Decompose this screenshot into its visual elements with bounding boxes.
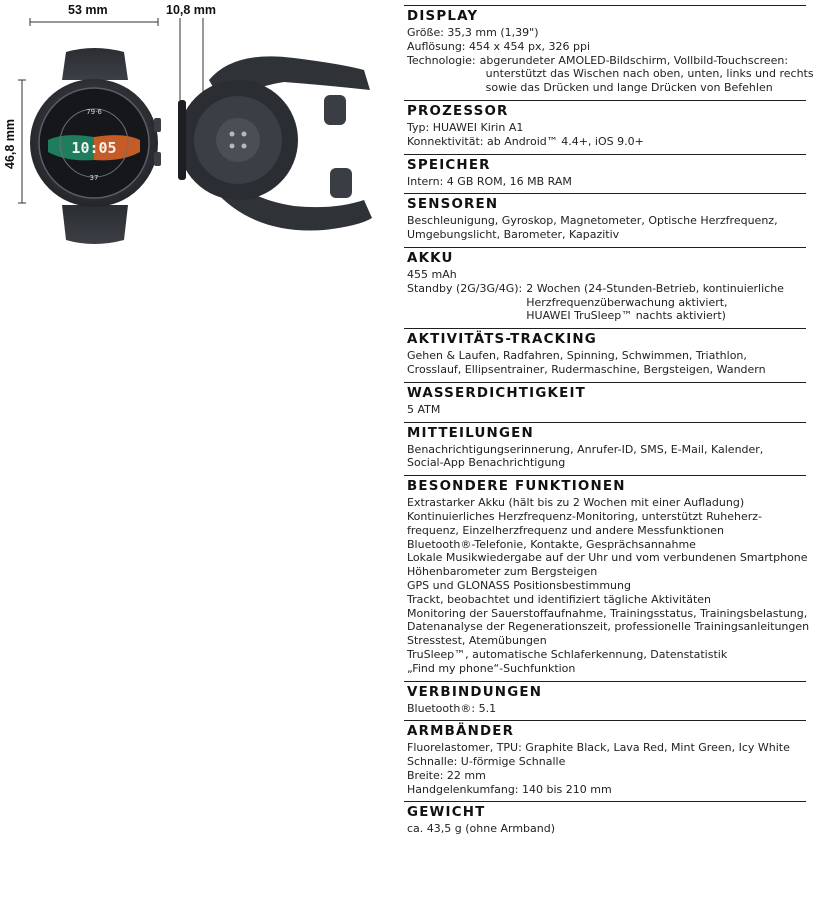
spec-line: Konnektivität: ab Android™ 4.4+, iOS 9.0+	[407, 134, 644, 148]
spec-line: Typ: HUAWEI Kirin A1	[407, 120, 524, 134]
spec-key-value	[407, 282, 806, 323]
section-title: BESONDERE FUNKTIONEN	[407, 479, 626, 495]
section-title: MITTEILUNGEN	[407, 425, 534, 441]
spec-line: TruSleep™, automatische Schlaferkennung, Datenstatistik	[407, 647, 728, 661]
spec-value-line: Herzfrequenzüberwachung aktiviert,	[526, 295, 728, 309]
height-dimension-label: 46,8 mm	[3, 118, 17, 169]
spec-line: Lokale Musikwiedergabe auf der Uhr und vom verbundenen Smartphone	[407, 551, 808, 565]
section-special-features	[404, 475, 810, 680]
section-weight	[404, 801, 806, 841]
spec-line: Benachrichtigungserinnerung, Anrufer-ID, SMS, E-Mail, Kalender,	[407, 442, 764, 456]
spec-line: Bluetooth®: 5.1	[407, 701, 497, 715]
section-activity-tracking	[404, 328, 806, 382]
spec-line: Schnalle: U-förmige Schnalle	[407, 755, 566, 769]
section-connections	[404, 681, 806, 721]
spec-line: 455 mAh	[407, 267, 457, 281]
spec-line: Fluorelastomer, TPU: Graphite Black, Lava Red, Mint Green, Icy White	[407, 741, 790, 755]
spec-line: Gehen & Laufen, Radfahren, Spinning, Schwimmen, Triathlon,	[407, 349, 747, 363]
face-bottom-readout: 37	[89, 174, 99, 182]
spec-line: Trackt, beobachtet und identifiziert tägliche Aktivitäten	[407, 592, 711, 606]
spec-line: Crosslauf, Ellipsentrainer, Rudermaschine, Bergsteigen, Wandern	[407, 362, 766, 376]
section-processor	[404, 100, 806, 154]
spec-line: Beschleunigung, Gyroskop, Magnetometer, Optische Herzfrequenz,	[407, 214, 778, 228]
section-sensors	[404, 193, 806, 247]
spec-line: Umgebungslicht, Barometer, Kapazitiv	[407, 228, 620, 242]
spec-line: Bluetooth®-Telefonie, Kontakte, Gesprächsannahme	[407, 537, 696, 551]
face-time-readout: 10:05	[71, 139, 117, 157]
spec-line: Monitoring der Sauerstoffaufnahme, Trainingsstatus, Trainingsbelastung,	[407, 606, 808, 620]
spec-line: Größe: 35,3 mm (1,39")	[407, 26, 539, 39]
spec-line: frequenz, Einzelherzfrequenz und andere Messfunktionen	[407, 523, 725, 537]
section-title: AKKU	[407, 250, 454, 266]
watch-back-image	[174, 40, 380, 245]
section-storage	[404, 154, 806, 194]
depth-dimension-label: 10,8 mm	[166, 3, 217, 17]
spec-key: Standby (2G/3G/4G):	[407, 281, 523, 295]
watch-front-image	[26, 40, 166, 250]
section-title: DISPLAY	[407, 9, 479, 24]
spec-line: Kontinuierliches Herzfrequenz-Monitoring, unterstützt Ruheherz-	[407, 509, 762, 523]
section-title: GEWICHT	[407, 805, 486, 821]
section-battery	[404, 247, 806, 328]
spec-key-value	[407, 53, 814, 95]
width-dimension-label: 53 mm	[68, 3, 108, 17]
spec-line: Stresstest, Atemübungen	[407, 634, 547, 648]
spec-line: Social-App Benachrichtigung	[407, 456, 566, 470]
spec-line: Extrastarker Akku (hält bis zu 2 Wochen mit einer Aufladung)	[407, 496, 745, 510]
spec-line: Intern: 4 GB ROM, 16 MB RAM	[407, 174, 572, 188]
spec-value-line: HUAWEI TruSleep™ nachts aktiviert)	[526, 309, 726, 323]
spec-value-line: 2 Wochen (24-Stunden-Betrieb, kontinuierliche	[526, 281, 784, 295]
spec-value-line: abgerundeter AMOLED-Bildschirm, Vollbild-Touchscreen:	[479, 53, 789, 67]
section-title: AKTIVITÄTS-TRACKING	[407, 332, 597, 348]
spec-line: Auflösung: 454 x 454 px, 326 ppi	[407, 39, 591, 53]
spec-line: „Find my phone“-Suchfunktion	[407, 661, 576, 675]
spec-sheet	[404, 5, 814, 841]
section-title: VERBINDUNGEN	[407, 684, 543, 700]
section-water-resistance	[404, 382, 806, 422]
spec-value-line: sowie das Drücken und lange Drücken von Befehlen	[485, 81, 773, 95]
spec-line: Breite: 22 mm	[407, 768, 486, 782]
section-title: SPEICHER	[407, 157, 491, 173]
watch-illustration-area	[0, 0, 400, 260]
section-title: PROZESSOR	[407, 103, 509, 119]
spec-line: Höhenbarometer zum Bergsteigen	[407, 565, 598, 579]
spec-line: GPS und GLONASS Positionsbestimmung	[407, 578, 631, 592]
section-title: ARMBÄNDER	[407, 724, 515, 740]
spec-value-line: unterstützt das Wischen nach oben, unten, links und rechts	[485, 67, 814, 81]
spec-key: Technologie:	[407, 53, 476, 67]
section-straps	[404, 720, 806, 801]
section-title: WASSERDICHTIGKEIT	[407, 385, 586, 401]
section-title: SENSOREN	[407, 197, 499, 213]
section-display	[404, 5, 814, 100]
spec-line: Handgelenkumfang: 140 bis 210 mm	[407, 782, 612, 796]
spec-line: Datenanalyse der Regenerationszeit, professionelle Trainingsanleitungen	[407, 620, 810, 634]
spec-line: ca. 43,5 g (ohne Armband)	[407, 822, 556, 836]
spec-line: 5 ATM	[407, 402, 441, 416]
section-notifications	[404, 422, 806, 476]
face-top-readout: 79·6	[86, 108, 102, 116]
